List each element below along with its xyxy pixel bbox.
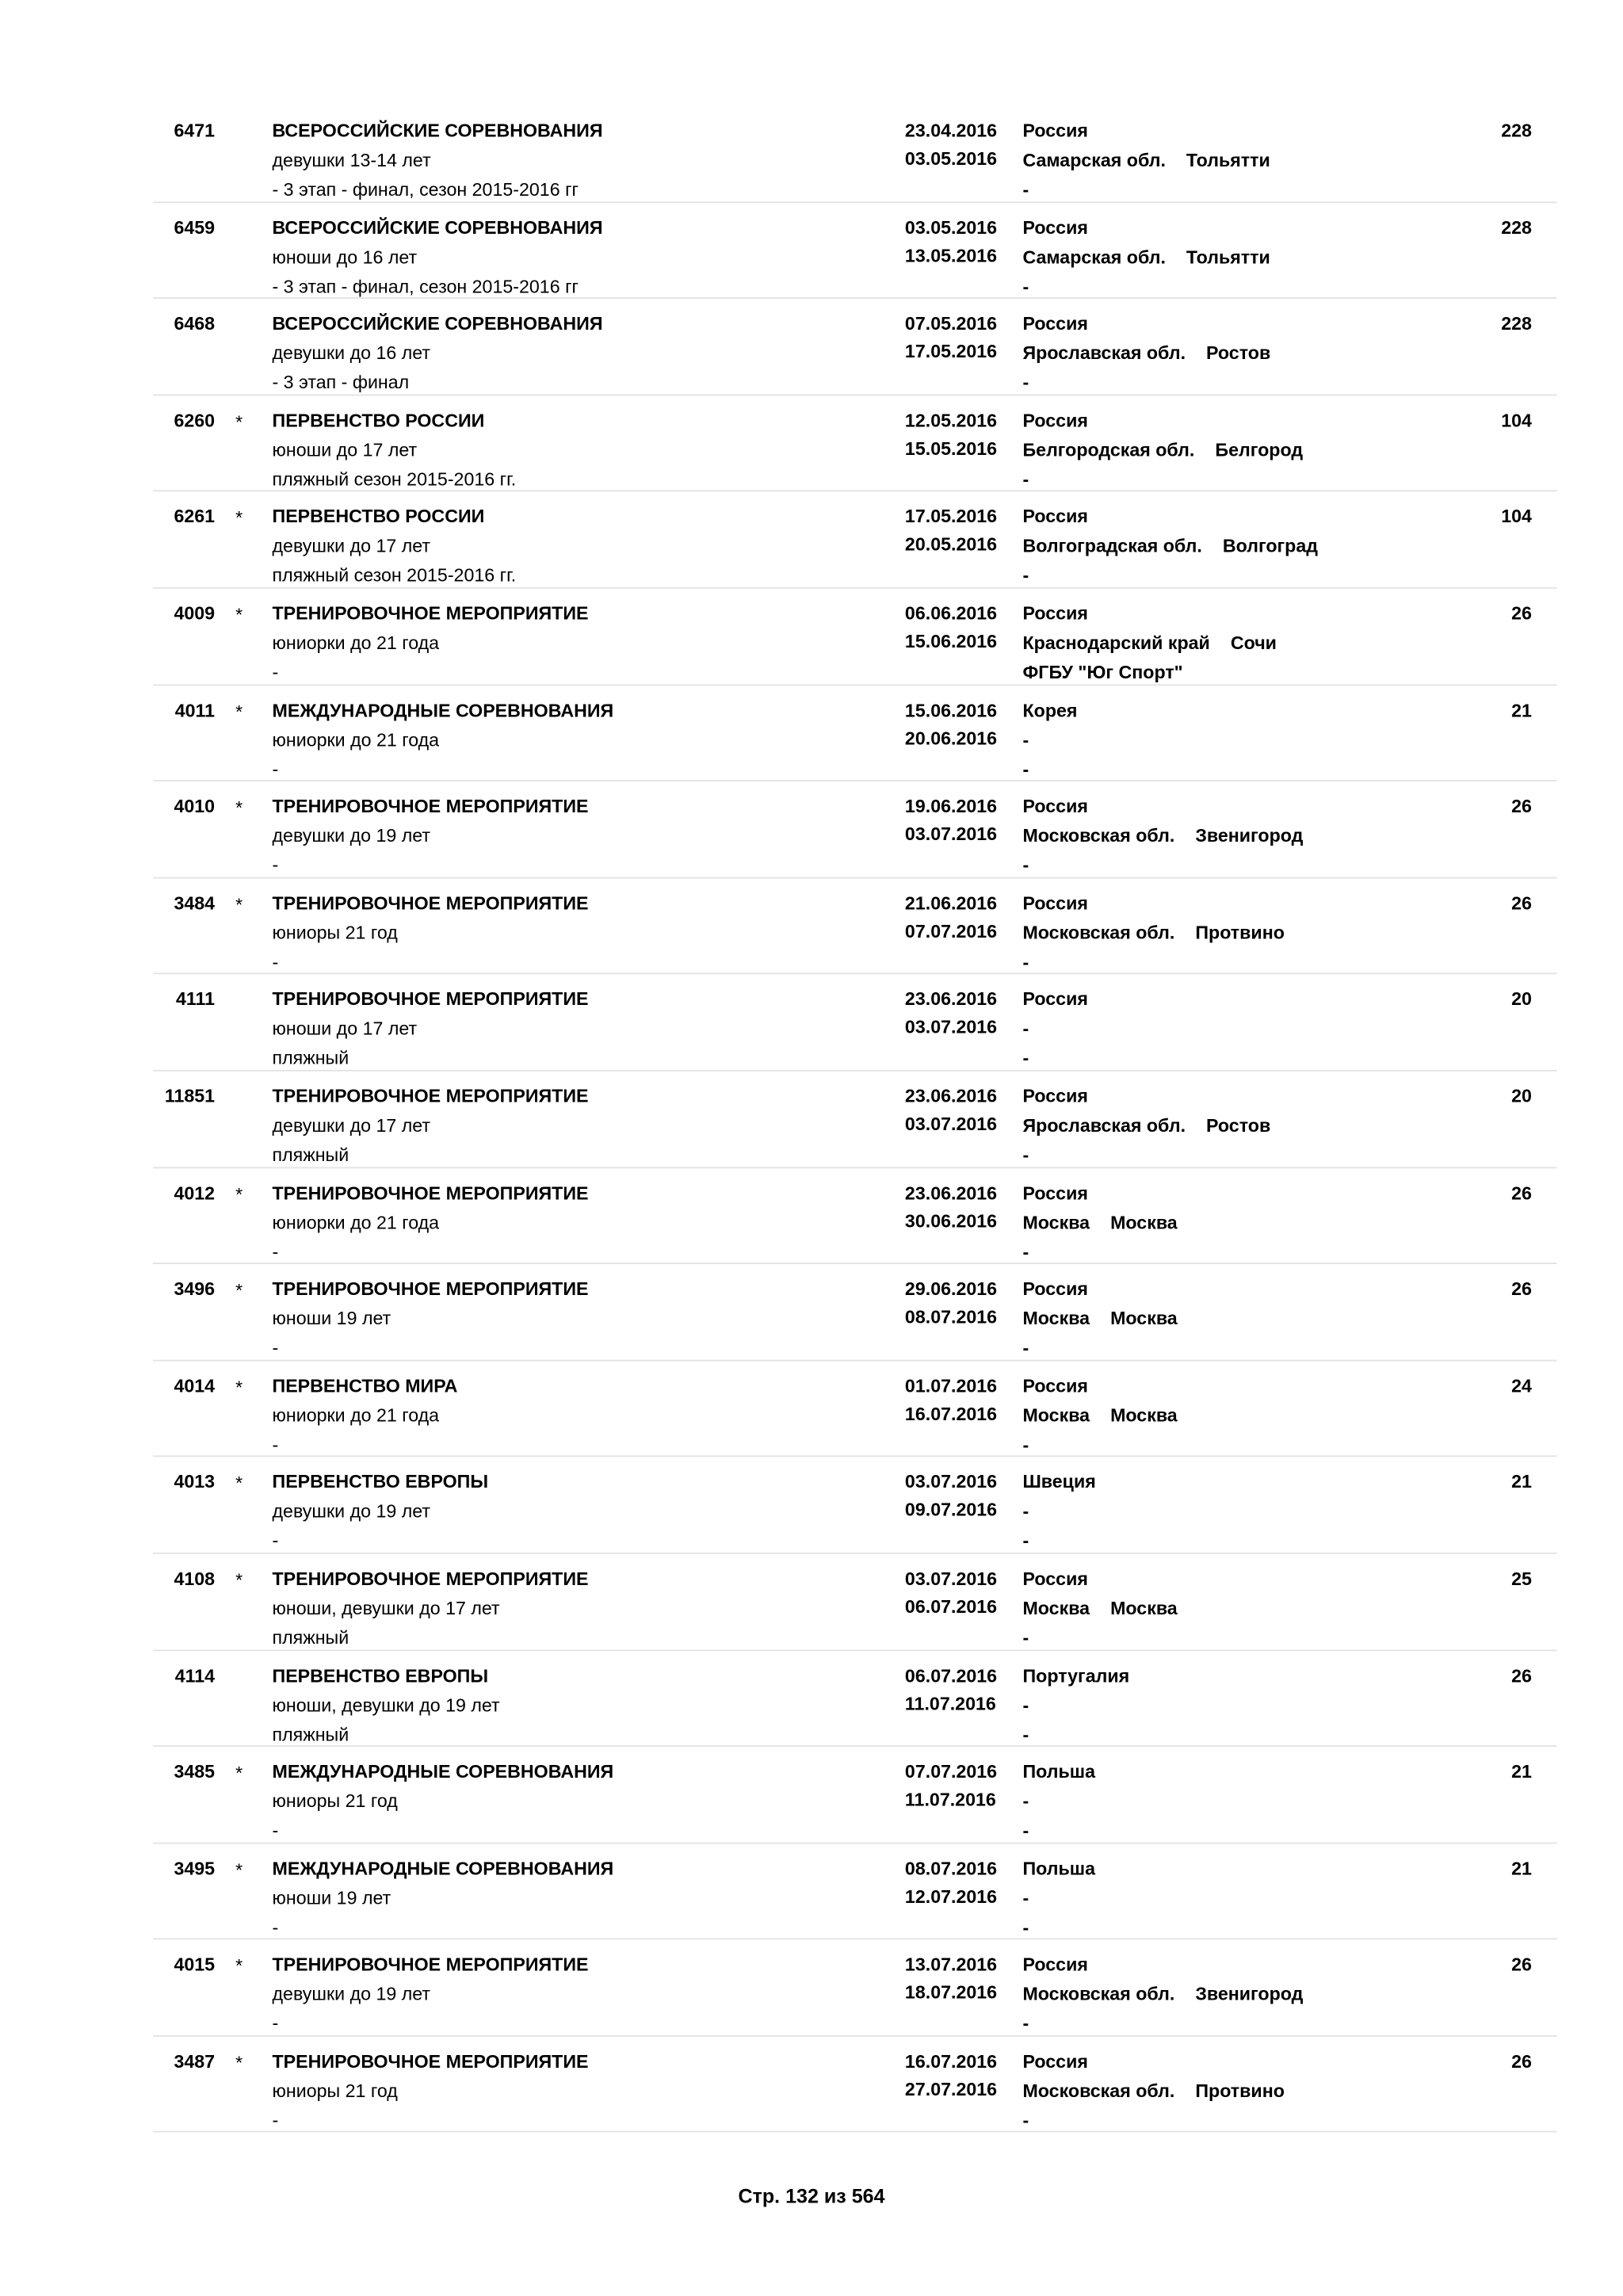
event-region: Краснодарский край — [1022, 632, 1210, 654]
page-number: Стр. 132 из 564 — [738, 2185, 885, 2208]
date-start: 06.06.2016 — [904, 603, 998, 625]
date-end: 11.07.2016 — [904, 1693, 996, 1714]
event-venue: - — [1022, 1724, 1029, 1745]
event-id: 4009 — [174, 603, 216, 625]
event-group: юноши до 16 лет — [272, 246, 418, 268]
event-record — [153, 1650, 1556, 1747]
event-group: девушки до 19 лет — [272, 1984, 431, 2005]
event-group: девушки до 17 лет — [272, 536, 431, 557]
event-note: - — [272, 1338, 279, 1359]
event-country: Россия — [1022, 1375, 1088, 1396]
event-venue: - — [1022, 1530, 1029, 1552]
event-group: юноши до 17 лет — [272, 439, 418, 460]
date-start: 16.07.2016 — [904, 2051, 998, 2073]
event-city: Волгоград — [1222, 536, 1318, 557]
event-venue: - — [1022, 372, 1029, 394]
event-location — [1022, 1598, 1177, 1618]
event-region: Самарская обл. — [1022, 150, 1166, 171]
date-start: 19.06.2016 — [904, 796, 998, 817]
event-note: - 3 этап - финал — [272, 372, 410, 394]
event-country: Россия — [1022, 1954, 1088, 1976]
event-city: Ростов — [1206, 342, 1271, 364]
event-title: ТРЕНИРОВОЧНОЕ МЕРОПРИЯТИЕ — [272, 1568, 589, 1590]
event-note: пляжный сезон 2015-2016 гг. — [272, 565, 517, 586]
event-title: ТРЕНИРОВОЧНОЕ МЕРОПРИЯТИЕ — [272, 1954, 589, 1976]
event-note: - — [272, 2013, 279, 2034]
date-end: 15.06.2016 — [904, 631, 998, 652]
event-country: Россия — [1022, 1568, 1088, 1590]
date-end: 03.07.2016 — [904, 1114, 998, 1135]
event-note: пляжный сезон 2015-2016 гг. — [272, 468, 517, 490]
participant-count: 26 — [1511, 1182, 1532, 1203]
event-note: - — [272, 1530, 279, 1552]
date-start: 23.04.2016 — [904, 120, 998, 142]
event-city: Белгород — [1215, 439, 1304, 460]
event-country: Россия — [1022, 989, 1088, 1010]
date-start: 03.05.2016 — [904, 217, 998, 239]
event-id: 4114 — [174, 1664, 216, 1686]
event-venue: ФГБУ "Юг Спорт" — [1022, 662, 1183, 683]
date-end: 03.07.2016 — [904, 824, 998, 846]
event-location — [1022, 632, 1276, 653]
event-location — [1022, 537, 1318, 557]
event-region: Московская обл. — [1022, 2080, 1175, 2102]
date-start: 17.05.2016 — [904, 506, 998, 528]
event-location — [1022, 1115, 1270, 1136]
event-record — [153, 1167, 1556, 1264]
star-marker: * — [235, 1280, 243, 1301]
event-venue: - — [1022, 1048, 1029, 1069]
event-id: 4013 — [174, 1472, 216, 1493]
event-region: Москва — [1022, 1598, 1090, 1619]
event-record — [153, 492, 1556, 589]
event-note: - — [272, 662, 279, 683]
event-id: 6261 — [174, 506, 216, 528]
star-marker: * — [235, 1859, 243, 1881]
date-start: 01.07.2016 — [904, 1375, 998, 1396]
event-note: - — [272, 855, 279, 877]
star-marker: * — [235, 411, 243, 433]
date-start: 23.06.2016 — [904, 989, 998, 1010]
participant-count: 228 — [1501, 217, 1532, 239]
event-location — [1022, 1308, 1177, 1329]
star-marker: * — [235, 605, 243, 626]
event-region: Московская обл. — [1022, 1984, 1175, 2005]
star-marker: * — [235, 1956, 243, 1977]
participant-count: 104 — [1501, 410, 1532, 431]
event-region: - — [1022, 1790, 1029, 1812]
date-start: 29.06.2016 — [904, 1278, 998, 1300]
event-note: - — [272, 951, 279, 972]
event-note: - — [272, 1916, 279, 1938]
event-id: 3487 — [174, 2051, 216, 2073]
date-end: 12.07.2016 — [904, 1885, 998, 1907]
event-id: 4014 — [174, 1375, 216, 1396]
event-region: - — [1022, 729, 1029, 751]
event-venue: - — [1022, 1144, 1029, 1166]
event-group: юниорки до 21 года — [272, 632, 440, 654]
event-group: девушки до 19 лет — [272, 825, 431, 846]
event-city: Москва — [1110, 1404, 1178, 1426]
event-location — [1022, 2080, 1284, 2101]
event-venue: - — [1022, 468, 1029, 490]
event-title: ТРЕНИРОВОЧНОЕ МЕРОПРИЯТИЕ — [272, 1182, 589, 1203]
event-id: 6260 — [174, 410, 216, 431]
event-group: девушки до 16 лет — [272, 342, 431, 364]
event-venue: - — [1022, 1820, 1029, 1842]
event-group: юноши, девушки до 17 лет — [272, 1598, 500, 1619]
event-venue: - — [1022, 1434, 1029, 1455]
event-venue: - — [1022, 1627, 1029, 1648]
event-id: 6468 — [174, 313, 216, 334]
event-note: - — [272, 2110, 279, 2131]
event-city: Звенигород — [1195, 825, 1304, 846]
date-start: 23.06.2016 — [904, 1182, 998, 1203]
participant-count: 21 — [1511, 1761, 1532, 1782]
event-group: юноши, девушки до 19 лет — [272, 1694, 500, 1716]
event-id: 3485 — [174, 1761, 216, 1782]
date-end: 06.07.2016 — [904, 1596, 998, 1618]
participant-count: 21 — [1511, 1858, 1532, 1879]
event-venue: - — [1022, 2013, 1029, 2034]
date-end: 18.07.2016 — [904, 1982, 998, 2004]
event-location — [1022, 729, 1049, 750]
participant-count: 26 — [1511, 796, 1532, 817]
participant-count: 26 — [1511, 892, 1532, 914]
event-region: - — [1022, 1887, 1029, 1908]
event-city: Протвино — [1195, 2080, 1285, 2102]
event-title: ТРЕНИРОВОЧНОЕ МЕРОПРИЯТИЕ — [272, 1278, 589, 1300]
event-note: - — [272, 1241, 279, 1263]
event-title: ПЕРВЕНСТВО МИРА — [272, 1375, 458, 1396]
event-location — [1022, 923, 1284, 943]
event-region: Московская обл. — [1022, 922, 1175, 943]
event-group: юниорки до 21 года — [272, 1404, 440, 1426]
event-note: - — [272, 1434, 279, 1455]
event-region: Ярославская обл. — [1022, 1115, 1186, 1137]
date-end: 09.07.2016 — [904, 1499, 998, 1521]
star-marker: * — [235, 1763, 243, 1784]
event-title: МЕЖДУНАРОДНЫЕ СОРЕВНОВАНИЯ — [272, 1761, 614, 1782]
event-note: пляжный — [272, 1048, 349, 1069]
event-city: Тольятти — [1186, 150, 1270, 171]
event-venue: - — [1022, 758, 1029, 780]
participant-count: 228 — [1501, 313, 1532, 334]
event-group: девушки до 17 лет — [272, 1115, 431, 1137]
event-city: Москва — [1110, 1308, 1178, 1329]
star-marker: * — [235, 1377, 243, 1398]
event-country: Россия — [1022, 410, 1088, 431]
event-group: юниоры 21 год — [272, 1790, 398, 1812]
event-id: 4111 — [176, 989, 216, 1010]
event-country: Россия — [1022, 603, 1088, 625]
event-city: Тольятти — [1186, 246, 1270, 268]
event-venue: - — [1022, 565, 1029, 586]
event-location — [1022, 1984, 1303, 2004]
event-id: 3495 — [174, 1858, 216, 1879]
event-venue: - — [1022, 855, 1029, 877]
event-title: ВСЕРОССИЙСКИЕ СОРЕВНОВАНИЯ — [272, 120, 603, 142]
event-country: Польша — [1022, 1858, 1096, 1879]
date-end: 07.07.2016 — [904, 920, 998, 942]
event-country: Россия — [1022, 506, 1088, 528]
event-record — [153, 878, 1556, 975]
event-title: МЕЖДУНАРОДНЫЕ СОРЕВНОВАНИЯ — [272, 700, 614, 721]
event-venue: - — [1022, 1338, 1029, 1359]
event-record — [153, 1940, 1556, 2037]
event-region: Ярославская обл. — [1022, 342, 1186, 364]
event-country: Швеция — [1022, 1472, 1096, 1493]
event-group: юноши 19 лет — [272, 1308, 391, 1329]
event-country: Корея — [1022, 700, 1078, 721]
participant-count: 20 — [1511, 1086, 1532, 1107]
event-id: 11851 — [164, 1086, 216, 1107]
event-city: Звенигород — [1195, 1984, 1304, 2005]
event-record — [153, 1072, 1556, 1168]
event-region: - — [1022, 1018, 1029, 1040]
event-location — [1022, 1502, 1049, 1522]
event-location — [1022, 1405, 1177, 1426]
date-start: 21.06.2016 — [904, 892, 998, 914]
star-marker: * — [235, 701, 243, 722]
event-title: ВСЕРОССИЙСКИЕ СОРЕВНОВАНИЯ — [272, 313, 603, 334]
event-note: пляжный — [272, 1627, 349, 1648]
event-record — [153, 685, 1556, 781]
event-group: юниорки до 21 года — [272, 1212, 440, 1233]
date-end: 20.06.2016 — [904, 728, 998, 749]
event-region: Белгородская обл. — [1022, 439, 1195, 460]
event-country: Россия — [1022, 217, 1088, 239]
event-record — [153, 1457, 1556, 1554]
participant-count: 21 — [1511, 1472, 1532, 1493]
event-title: ТРЕНИРОВОЧНОЕ МЕРОПРИЯТИЕ — [272, 796, 589, 817]
date-start: 23.06.2016 — [904, 1086, 998, 1107]
event-country: Россия — [1022, 120, 1088, 142]
event-group: юниорки до 21 года — [272, 729, 440, 751]
event-note: - 3 этап - финал, сезон 2015-2016 гг — [272, 276, 579, 297]
participant-count: 26 — [1511, 1278, 1532, 1300]
event-id: 4011 — [174, 700, 216, 721]
event-location — [1022, 826, 1303, 846]
event-id: 4015 — [174, 1954, 216, 1976]
event-location — [1022, 150, 1270, 170]
star-marker: * — [235, 508, 243, 529]
event-venue: - — [1022, 2110, 1029, 2131]
event-location — [1022, 440, 1303, 460]
event-country: Польша — [1022, 1761, 1096, 1782]
event-group: девушки до 19 лет — [272, 1501, 431, 1522]
event-country: Россия — [1022, 1182, 1088, 1203]
date-end: 27.07.2016 — [904, 2079, 998, 2100]
event-id: 6471 — [174, 120, 216, 142]
participant-count: 26 — [1511, 1664, 1532, 1686]
event-record — [153, 299, 1556, 395]
date-start: 08.07.2016 — [904, 1858, 998, 1879]
event-record — [153, 202, 1556, 299]
date-start: 03.07.2016 — [904, 1568, 998, 1590]
event-note: пляжный — [272, 1724, 349, 1745]
date-end: 03.07.2016 — [904, 1017, 998, 1038]
event-title: ТРЕНИРОВОЧНОЕ МЕРОПРИЯТИЕ — [272, 892, 589, 914]
event-region: Самарская обл. — [1022, 246, 1166, 268]
event-record — [153, 1554, 1556, 1651]
event-record — [153, 975, 1556, 1072]
event-title: ТРЕНИРОВОЧНОЕ МЕРОПРИЯТИЕ — [272, 1086, 589, 1107]
event-record — [153, 781, 1556, 878]
event-group: девушки 13-14 лет — [272, 150, 431, 171]
event-note: пляжный — [272, 1144, 349, 1166]
date-start: 06.07.2016 — [904, 1664, 998, 1686]
event-venue: - — [1022, 179, 1029, 201]
date-start: 13.07.2016 — [904, 1954, 998, 1976]
event-id: 4108 — [174, 1568, 216, 1590]
event-country: Россия — [1022, 1278, 1088, 1300]
event-region: Москва — [1022, 1308, 1090, 1329]
event-title: ПЕРВЕНСТВО ЕВРОПЫ — [272, 1664, 489, 1686]
date-end: 20.05.2016 — [904, 534, 998, 556]
event-id: 6459 — [174, 217, 216, 239]
event-location — [1022, 1212, 1177, 1232]
event-region: - — [1022, 1501, 1029, 1522]
event-note: - — [272, 1820, 279, 1842]
event-country: Россия — [1022, 2051, 1088, 2073]
event-venue: - — [1022, 951, 1029, 972]
event-location — [1022, 1888, 1049, 1908]
date-start: 07.05.2016 — [904, 313, 998, 334]
event-country: Россия — [1022, 796, 1088, 817]
participant-count: 26 — [1511, 1954, 1532, 1976]
star-marker: * — [235, 2053, 243, 2073]
event-group: юноши 19 лет — [272, 1887, 391, 1908]
event-region: Московская обл. — [1022, 825, 1175, 846]
event-record — [153, 1264, 1556, 1361]
event-region: - — [1022, 1694, 1029, 1716]
participant-count: 104 — [1501, 506, 1532, 528]
date-end: 17.05.2016 — [904, 342, 998, 363]
participant-count: 21 — [1511, 700, 1532, 721]
event-region: Волгоградская обл. — [1022, 536, 1202, 557]
participant-count: 20 — [1511, 989, 1532, 1010]
event-country: Португалия — [1022, 1664, 1130, 1686]
star-marker: * — [235, 1473, 243, 1495]
participant-count: 24 — [1511, 1375, 1532, 1396]
event-country: Россия — [1022, 1086, 1088, 1107]
date-end: 08.07.2016 — [904, 1307, 998, 1328]
event-title: ПЕРВЕНСТВО РОССИИ — [272, 410, 485, 431]
event-venue: - — [1022, 1241, 1029, 1263]
event-country: Россия — [1022, 892, 1088, 914]
event-record — [153, 1747, 1556, 1843]
date-end: 13.05.2016 — [904, 245, 998, 266]
event-venue: - — [1022, 1916, 1029, 1938]
event-city: Москва — [1110, 1598, 1178, 1619]
event-title: ВСЕРОССИЙСКИЕ СОРЕВНОВАНИЯ — [272, 217, 603, 239]
participant-count: 26 — [1511, 603, 1532, 625]
date-start: 12.05.2016 — [904, 410, 998, 431]
event-city: Ростов — [1206, 1115, 1271, 1137]
event-region: Москва — [1022, 1212, 1090, 1233]
date-start: 07.07.2016 — [904, 1761, 998, 1782]
event-region: Москва — [1022, 1404, 1090, 1426]
event-group: юноши до 17 лет — [272, 1018, 418, 1040]
date-end: 16.07.2016 — [904, 1403, 998, 1424]
event-record — [153, 106, 1556, 203]
event-id: 3484 — [174, 892, 216, 914]
event-title: ТРЕНИРОВОЧНОЕ МЕРОПРИЯТИЕ — [272, 989, 589, 1010]
event-title: ПЕРВЕНСТВО РОССИИ — [272, 506, 485, 528]
event-title: ПЕРВЕНСТВО ЕВРОПЫ — [272, 1472, 489, 1493]
date-start: 03.07.2016 — [904, 1472, 998, 1493]
date-end: 15.05.2016 — [904, 437, 998, 459]
star-marker: * — [235, 1570, 243, 1591]
event-record — [153, 2037, 1556, 2134]
date-end: 11.07.2016 — [904, 1790, 996, 1811]
star-marker: * — [235, 1183, 243, 1205]
event-location — [1022, 1791, 1049, 1812]
participant-count: 25 — [1511, 1568, 1532, 1590]
event-group: юниоры 21 год — [272, 922, 398, 943]
star-marker: * — [235, 894, 243, 915]
star-marker: * — [235, 797, 243, 819]
event-title: МЕЖДУНАРОДНЫЕ СОРЕВНОВАНИЯ — [272, 1858, 614, 1879]
date-end: 30.06.2016 — [904, 1210, 998, 1232]
event-country: Россия — [1022, 313, 1088, 334]
date-end: 03.05.2016 — [904, 148, 998, 170]
event-id: 4012 — [174, 1182, 216, 1203]
event-id: 4010 — [174, 796, 216, 817]
event-venue: - — [1022, 276, 1029, 297]
event-city: Сочи — [1230, 632, 1277, 654]
event-id: 3496 — [174, 1278, 216, 1300]
event-record — [153, 1361, 1556, 1457]
participant-count: 26 — [1511, 2051, 1532, 2073]
event-title: ТРЕНИРОВОЧНОЕ МЕРОПРИЯТИЕ — [272, 2051, 589, 2073]
event-location — [1022, 1694, 1049, 1715]
event-note: - — [272, 758, 279, 780]
event-location — [1022, 246, 1270, 267]
date-start: 15.06.2016 — [904, 700, 998, 721]
event-record — [153, 589, 1556, 686]
event-title: ТРЕНИРОВОЧНОЕ МЕРОПРИЯТИЕ — [272, 603, 589, 625]
event-location — [1022, 1019, 1049, 1040]
event-city: Москва — [1110, 1212, 1178, 1233]
participant-count: 228 — [1501, 120, 1532, 142]
event-group: юниоры 21 год — [272, 2080, 398, 2102]
event-record — [153, 395, 1556, 492]
event-list — [153, 106, 1556, 2134]
event-record — [153, 1843, 1556, 1940]
event-city: Протвино — [1195, 922, 1285, 943]
event-location — [1022, 343, 1270, 364]
event-note: - 3 этап - финал, сезон 2015-2016 гг — [272, 179, 579, 201]
